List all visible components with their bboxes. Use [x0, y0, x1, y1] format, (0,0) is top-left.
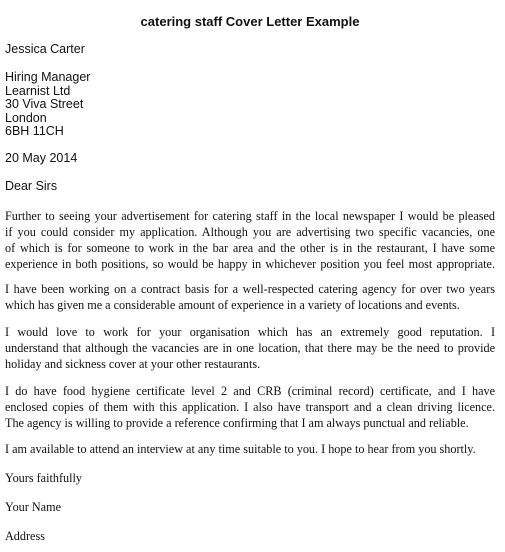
paragraph-line: Further to seeing your advertisement for catering staff in the local newspaper I would be pleased — [5, 209, 495, 223]
paragraph-line: which has given me a considerable amount of experience in a variety of locations and events. — [5, 298, 460, 312]
paragraph-4 — [5, 383, 495, 431]
paragraph-line: experience in both positions, so would be happy in whichever position you feel most appropriate. — [5, 257, 495, 271]
paragraph-1 — [5, 208, 495, 272]
paragraph-line: I would love to work for your organisation which has an extremely good reputation. I — [5, 325, 495, 339]
paragraph-line: holiday and sickness cover at your other restaurants. — [5, 357, 261, 371]
paragraph-line: if you could consider my application. Although you are advertising two specific vacancies, one — [5, 225, 495, 239]
paragraph-2 — [5, 281, 495, 313]
paragraph-line: I have been working on a contract basis for a well-respected catering agency for over two years — [5, 282, 495, 296]
recipient-title: Hiring Manager — [5, 70, 91, 84]
paragraph-5 — [5, 441, 495, 457]
paragraph-line: The agency is willing to provide a reference confirming that I am always punctual and reliable. — [5, 416, 469, 430]
signature-address: Address — [5, 529, 45, 543]
paragraph-line: of which is for someone to work in the bar area and the other is in the restaurant, I have some — [5, 241, 495, 255]
recipient-postcode: 6BH 11CH — [5, 124, 64, 138]
closing: Yours faithfully — [5, 471, 82, 485]
document-title: catering staff Cover Letter Example — [140, 14, 360, 29]
recipient-company: Learnist Ltd — [5, 83, 71, 98]
sender-name: Jessica Carter — [5, 42, 85, 56]
salutation: Dear Sirs — [5, 179, 58, 193]
paragraph-line: I am available to attend an interview at any time suitable to you. I hope to hear from you shortly. — [5, 442, 476, 456]
recipient-address — [5, 71, 90, 139]
paragraph-line: understand that although the vacancies are in one location, that there may be the need to provide — [5, 341, 495, 355]
signature-name: Your Name — [5, 500, 61, 514]
letter-date: 20 May 2014 — [5, 151, 78, 165]
recipient-city: London — [5, 110, 47, 125]
recipient-street: 30 Viva Street — [5, 97, 84, 111]
paragraph-3 — [5, 324, 495, 372]
paragraph-line: I do have food hygiene certificate level 2 and CRB (criminal record) certificate, and I have — [5, 384, 495, 398]
paragraph-line: enclosed copies of them with this application. I also have transport and a clean driving licence. — [5, 400, 495, 414]
